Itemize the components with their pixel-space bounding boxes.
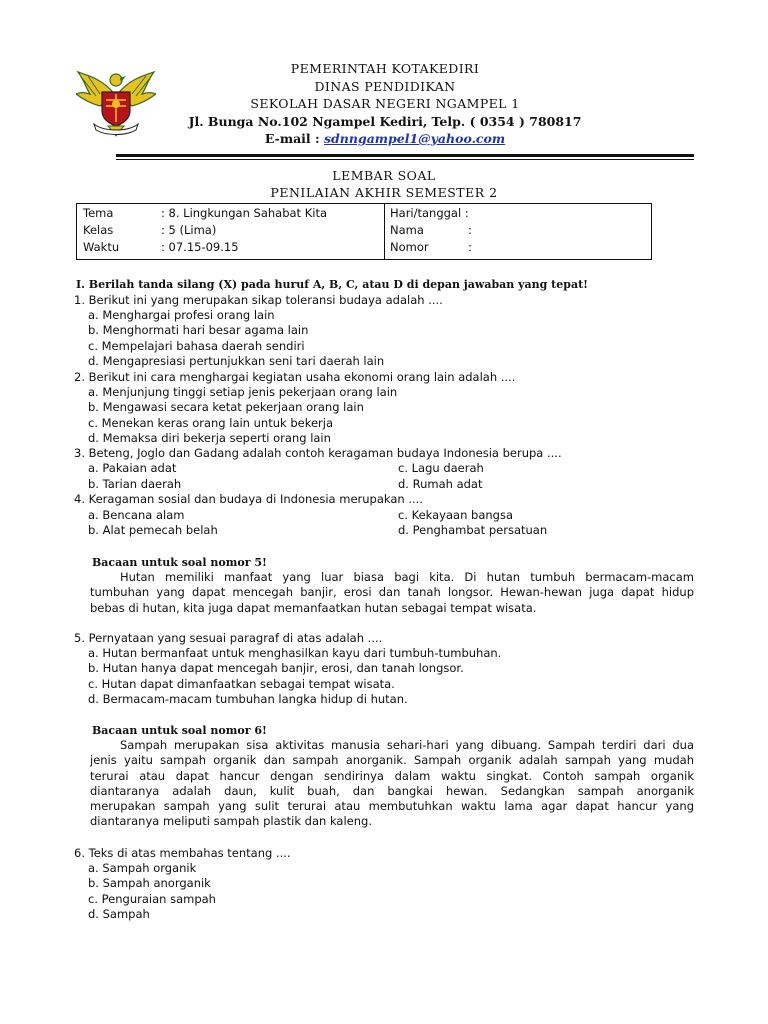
q5-option-c[interactable]: c. Hutan dapat dimanfaatkan sebagai tempat wisata.	[88, 677, 395, 691]
letterhead-school: SEKOLAH DASAR NEGERI NGAMPEL 1	[250, 96, 520, 111]
q2-option-d[interactable]: d. Memaksa diri bekerja seperti orang lain	[88, 431, 331, 445]
header-divider-thick	[116, 154, 694, 157]
reading-6-passage	[90, 738, 694, 830]
q1-option-a[interactable]: a. Menghargai profesi orang lain	[88, 308, 275, 322]
instruction: I. Berilah tanda silang (X) pada huruf A, B, C, atau D di depan jawaban yang tepat!	[76, 278, 588, 291]
tema-label: Tema	[83, 206, 114, 220]
question-1: 1. Berikut ini yang merupakan sikap toleransi budaya adalah ....	[74, 293, 443, 307]
letterhead-department: DINAS PENDIDIKAN	[314, 78, 456, 94]
q5-option-d[interactable]: d. Bermacam-macam tumbuhan langka hidup di hutan.	[88, 692, 408, 706]
q5-option-a[interactable]: a. Hutan bermanfaat untuk menghasilkan kayu dari tumbuh-tumbuhan.	[88, 646, 502, 660]
reading-6-line: Sampah merupakan sisa aktivitas manusia sehari-hari yang dibuang. Sampah terdiri dari dua	[120, 738, 694, 752]
q6-option-d[interactable]: d. Sampah	[88, 907, 150, 921]
exam-title: PENILAIAN AKHIR SEMESTER 2	[270, 185, 498, 200]
letterhead-address: Jl. Bunga No.102 Ngampel Kediri, Telp. ( 0354 ) 780817	[188, 113, 582, 129]
question-6: 6. Teks di atas membahas tentang ....	[74, 846, 291, 860]
q3-option-d[interactable]: d. Rumah adat	[398, 477, 483, 491]
q6-option-a[interactable]: a. Sampah organik	[88, 861, 197, 875]
waktu-value: : 07.15-09.15	[161, 240, 239, 254]
question-2: 2. Berikut ini cara menghargai kegiatan usaha ekonomi orang lain adalah ....	[74, 370, 516, 384]
nama-colon: :	[468, 223, 472, 237]
q3-option-a[interactable]: a. Pakaian adat	[88, 461, 177, 475]
hari-tanggal-label: Hari/tanggal :	[390, 206, 469, 220]
kelas-value: : 5 (Lima)	[161, 223, 217, 237]
q2-option-c[interactable]: c. Menekan keras orang lain untuk bekerja	[88, 416, 333, 430]
city-emblem-logo	[76, 66, 156, 140]
letterhead-government: PEMERINTAH KOTAKEDIRI	[290, 61, 480, 76]
reading-6-line: jenis yaitu sampah organik dan sampah anorganik. Sampah organik adalah sampah yang mudah	[90, 753, 694, 768]
letterhead-email-line	[160, 130, 610, 148]
q4-option-b[interactable]: b. Alat pemecah belah	[88, 523, 218, 537]
reading-5-line: Hutan memiliki manfaat yang luar biasa bagi kita. Di hutan tumbuh bermacam-macam	[120, 570, 694, 584]
q4-option-d[interactable]: d. Penghambat persatuan	[398, 523, 548, 537]
header-divider-thin	[116, 159, 694, 160]
sheet-title: LEMBAR SOAL	[332, 168, 436, 183]
nama-label: Nama	[390, 223, 424, 237]
q1-option-c[interactable]: c. Mempelajari bahasa daerah sendiri	[88, 339, 305, 353]
reading-5-line: tumbuhan yang dapat mencegah banjir, erosi dan tanah longsor. Hewan-hewan juga dapat hidup	[90, 585, 694, 600]
reading-5-line: bebas di hutan, kita juga dapat memanfaatkan hutan sebagai tempat wisata.	[90, 600, 537, 615]
email-label: E-mail :	[264, 131, 324, 146]
reading-6-line: diantaranya meliputi sampah plastik dan kaleng.	[90, 814, 372, 829]
reading-6-line: diantaranya adalah daun, kulit buah, dan bangkai hewan. Sedangkan sampah anorganik	[90, 783, 694, 798]
q6-option-c[interactable]: c. Penguraian sampah	[88, 892, 216, 906]
q6-option-b[interactable]: b. Sampah anorganik	[88, 876, 211, 890]
exam-info-table	[76, 203, 652, 260]
tema-value: : 8. Lingkungan Sahabat Kita	[161, 206, 328, 220]
reading-6-line: terurai atau dapat hancur dengan sendirinya dalam waktu singkat. Contoh sampah organik	[90, 768, 694, 783]
question-3: 3. Beteng, Joglo dan Gadang adalah contoh keragaman budaya Indonesia berupa ....	[74, 446, 562, 460]
nomor-label: Nomor	[390, 240, 429, 254]
waktu-label: Waktu	[83, 240, 120, 254]
reading-6-title: Bacaan untuk soal nomor 6!	[92, 724, 267, 737]
reading-5-passage	[90, 570, 694, 616]
q3-option-c[interactable]: c. Lagu daerah	[398, 461, 484, 475]
reading-5-title: Bacaan untuk soal nomor 5!	[92, 556, 267, 569]
reading-6-line: merupakan sampah yang sulit terurai atau membutuhkan waktu lama agar dapat hancur yang	[90, 799, 694, 814]
nomor-colon: :	[468, 240, 472, 254]
info-table-divider	[384, 204, 385, 259]
kelas-label: Kelas	[83, 223, 114, 237]
q2-option-a[interactable]: a. Menjunjung tinggi setiap jenis pekerjaan orang lain	[88, 385, 398, 399]
email-link[interactable]: sdnngampel1@yahoo.com	[324, 131, 506, 146]
q1-option-d[interactable]: d. Mengapresiasi pertunjukkan seni tari daerah lain	[88, 354, 385, 368]
letterhead	[160, 60, 610, 148]
q1-option-b[interactable]: b. Menghormati hari besar agama lain	[88, 323, 309, 337]
question-5: 5. Pernyataan yang sesuai paragraf di atas adalah ....	[74, 631, 383, 645]
q4-option-a[interactable]: a. Bencana alam	[88, 508, 185, 522]
q2-option-b[interactable]: b. Mengawasi secara ketat pekerjaan orang lain	[88, 400, 364, 414]
question-4: 4. Keragaman sosial dan budaya di Indonesia merupakan ....	[74, 492, 423, 506]
q4-option-c[interactable]: c. Kekayaan bangsa	[398, 508, 513, 522]
q3-option-b[interactable]: b. Tarian daerah	[88, 477, 182, 491]
q5-option-b[interactable]: b. Hutan hanya dapat mencegah banjir, erosi, dan tanah longsor.	[88, 661, 464, 675]
